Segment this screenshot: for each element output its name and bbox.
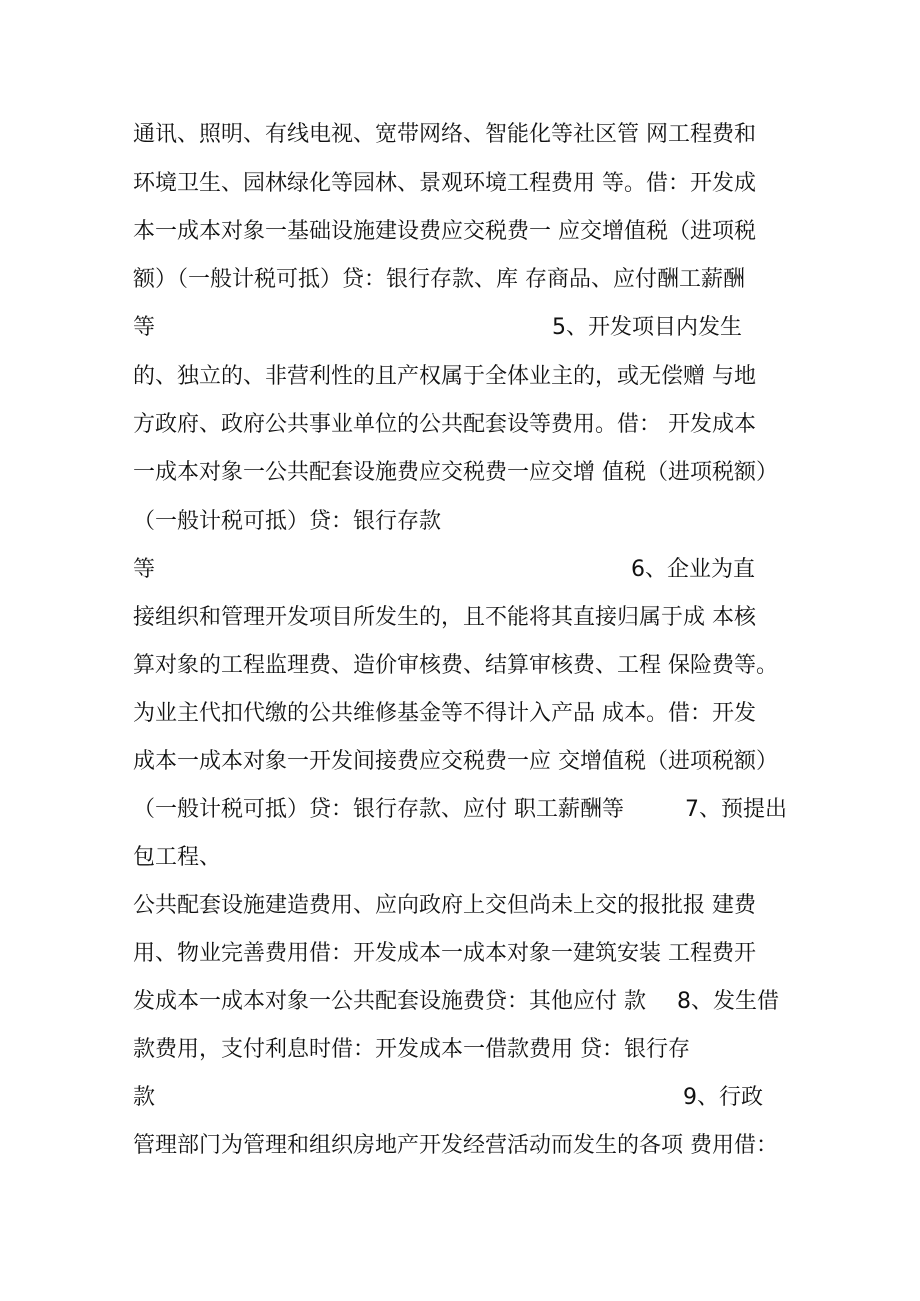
section-heading-8: 8、发生借 [677,989,779,1014]
text-line: 包工程、 [133,845,222,870]
section-heading-6: 6、企业为直 [631,557,755,582]
text-line: 等 [133,557,156,582]
text-line: 本一成本对象一基础设施建设费应交税费一 应交增值税（进项税 [133,219,756,244]
text-line: 额）（一般计税可抵）贷：银行存款、库 存商品、应付酬工薪酬 [133,267,745,292]
text-line: 用、物业完善费用借：开发成本一成本对象一建筑安装 工程费开 [133,941,756,966]
text-line: 成本一成本对象一开发间接费应交税费一应 交增值税（进项税额） [133,749,778,774]
text-line: 公共配套设施建造费用、应向政府上交但尚未上交的报批报 建费 [133,893,756,918]
text-line: （一般计税可抵）贷：银行存款 [133,509,442,534]
text-line: 通讯、照明、有线电视、宽带网络、智能化等社区管 网工程费和 [133,122,756,147]
text-line: 等 [133,315,156,340]
text-line: 发成本一成本对象一公共配套设施费贷：其他应付 款 [133,989,646,1014]
text-line: （一般计税可抵）贷：银行存款、应付 职工薪酬等 [133,797,624,822]
text-line: 管理部门为管理和组织房地产开发经营活动而发生的各项 费用借： [133,1133,778,1158]
section-heading-5: 5、开发项目内发生 [552,315,742,340]
text-line: 为业主代扣代缴的公共维修基金等不得计入产品 成本。借：开发 [133,701,756,726]
text-line: 方政府、政府公共事业单位的公共配套设等费用。借： 开发成本 [133,412,756,437]
text-line: 一成本对象一公共配套设施费应交税费一应交增 值税（进项税额） [133,460,778,485]
text-line: 款费用，支付利息时借：开发成本一借款费用 贷：银行存 [133,1037,690,1062]
text-line: 算对象的工程监理费、造价审核费、结算审核费、工程 保险费等。 [133,653,778,678]
text-line: 接组织和管理开发项目所发生的，且不能将其直接归属于成 本核 [133,605,756,630]
text-line: 的、独立的、非营利性的且产权属于全体业主的，或无偿赠 与地 [133,364,756,389]
section-heading-9: 9、行政 [683,1085,763,1110]
section-heading-7: 7、预提出 [685,797,787,822]
text-line: 环境卫生、园林绿化等园林、景观环境工程费用 等。借：开发成 [133,171,756,196]
text-line: 款 [133,1085,156,1110]
